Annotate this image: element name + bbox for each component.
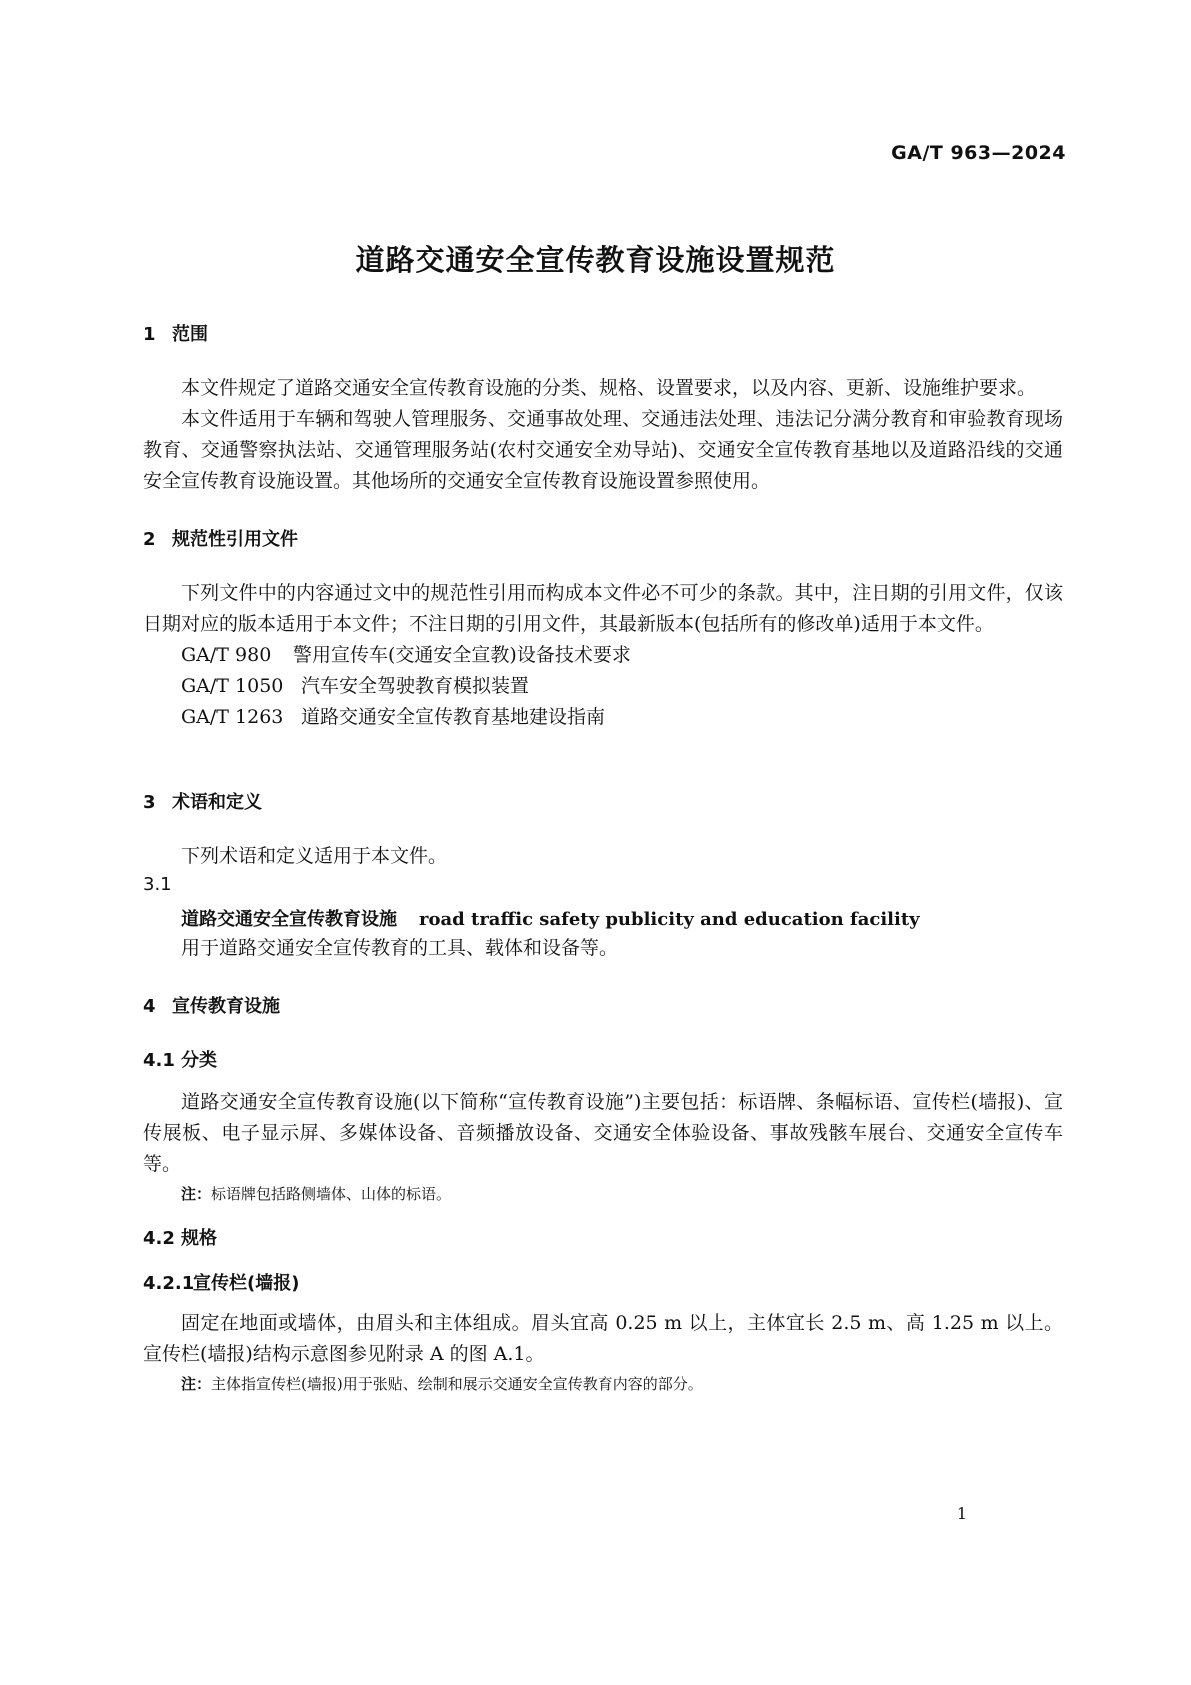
note-text: 主体指宣传栏(墙报)用于张贴、绘制和展示交通安全宣传教育内容的部分。 — [211, 1375, 703, 1393]
section-number: 4.1 — [143, 1050, 175, 1071]
note — [181, 1373, 703, 1395]
section-title: 规范性引用文件 — [172, 529, 298, 550]
note — [181, 1183, 451, 1205]
document-title: 道路交通安全宣传教育设施设置规范 — [355, 243, 836, 277]
note-label: 注： — [181, 1185, 212, 1203]
term-definition: 用于道路交通安全宣传教育的工具、载体和设备等。 — [181, 937, 619, 959]
section-title: 范围 — [172, 324, 208, 345]
section-number: 3 — [143, 792, 156, 813]
paragraph: 固定在地面或墙体，由眉头和主体组成。眉头宜高 0.25 m 以上，主体宜长 2.5 m、高 1.25 m 以上。宣传栏(墙报)结构示意图参见附录 A 的图 A.1。 — [143, 1312, 1063, 1365]
section-1-body — [143, 373, 1063, 497]
note-text: 标语牌包括路侧墙体、山体的标语。 — [211, 1185, 452, 1203]
term-entry — [181, 905, 920, 931]
section-4-2-1-heading — [143, 1269, 299, 1295]
reference-item — [143, 640, 1063, 671]
page-number: 1 — [956, 1504, 967, 1523]
reference-code: GA/T 1263 — [181, 706, 284, 728]
note-label: 注： — [181, 1375, 212, 1393]
section-number: 1 — [143, 324, 156, 345]
reference-item — [143, 671, 1063, 702]
section-4-1-heading — [143, 1046, 217, 1072]
section-4-heading — [143, 992, 280, 1018]
section-2-heading — [143, 525, 298, 551]
paragraph: 下列文件中的内容通过文中的规范性引用而构成本文件必不可少的条款。其中，注日期的引用文件，仅该日期对应的版本适用于本文件；不注日期的引用文件，其最新版本(包括所有的修改单)适用于本文件。 — [143, 582, 1063, 635]
section-1-heading — [143, 320, 208, 346]
paragraph: 本文件规定了道路交通安全宣传教育设施的分类、规格、设置要求，以及内容、更新、设施维护要求。 — [181, 377, 1037, 399]
section-number: 4.2.1 — [143, 1273, 195, 1294]
section-title: 术语和定义 — [172, 792, 262, 813]
section-number: 2 — [143, 529, 156, 550]
reference-item — [143, 702, 1063, 733]
section-3-body — [143, 841, 1063, 872]
term-chinese: 道路交通安全宣传教育设施 — [181, 909, 397, 930]
reference-code: GA/T 980 — [181, 644, 272, 666]
section-title: 分类 — [181, 1050, 217, 1071]
section-2-body — [143, 578, 1063, 733]
section-4-2-1-body — [143, 1308, 1063, 1370]
reference-title: 警用宣传车(交通安全宣教)设备技术要求 — [293, 644, 631, 666]
term-english: road traffic safety publicity and education facility — [419, 909, 920, 930]
section-title: 宣传教育设施 — [172, 996, 280, 1017]
section-number: 4.2 — [143, 1228, 175, 1249]
reference-title: 道路交通安全宣传教育基地建设指南 — [301, 706, 606, 728]
term-number: 3.1 — [143, 874, 172, 895]
section-4-1-body — [143, 1087, 1063, 1180]
section-title: 宣传栏(墙报) — [193, 1273, 300, 1294]
section-number: 4 — [143, 996, 156, 1017]
standard-code: GA/T 963—2024 — [891, 142, 1066, 164]
reference-code: GA/T 1050 — [181, 675, 284, 697]
paragraph: 本文件适用于车辆和驾驶人管理服务、交通事故处理、交通违法处理、违法记分满分教育和审验教育现场教育、交通警察执法站、交通管理服务站(农村交通安全劝导站)、交通安全宣传教育基地以及道路沿线的交通安全宣传教育设施设置。其他场所的交通安全宣传教育设施设置参照使用。 — [143, 408, 1063, 492]
section-title: 规格 — [181, 1228, 217, 1249]
paragraph: 道路交通安全宣传教育设施(以下简称“宣传教育设施”)主要包括：标语牌、条幅标语、宣传栏(墙报)、宣传展板、电子显示屏、多媒体设备、音频播放设备、交通安全体验设备、事故残骸车展台、交通安全宣传车等。 — [143, 1091, 1063, 1175]
section-4-2-heading — [143, 1224, 217, 1250]
paragraph: 下列术语和定义适用于本文件。 — [181, 845, 448, 867]
section-3-heading — [143, 788, 262, 814]
reference-title: 汽车安全驾驶教育模拟装置 — [301, 675, 530, 697]
